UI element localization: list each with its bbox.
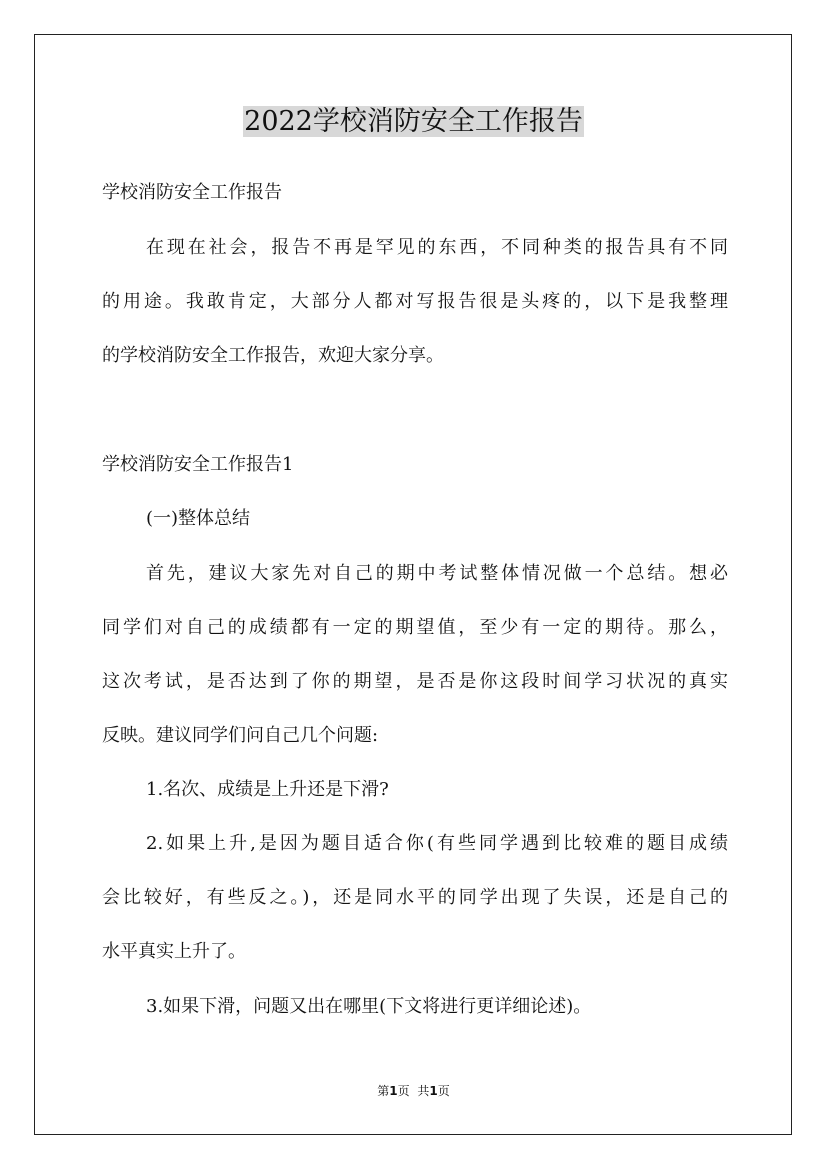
total-pages: 1 <box>429 1084 438 1098</box>
subsection-heading: (一)整体总结 <box>146 508 251 529</box>
document-title <box>0 102 827 142</box>
page-number: 1 <box>389 1084 398 1098</box>
intro-paragraph-line-2: 的用途。我敢肯定，大部分人都对写报告很是头疼的，以下是我整理 <box>102 291 728 312</box>
question-item-1: 1.名次、成绩是上升还是下滑? <box>146 779 389 800</box>
section-heading: 学校消防安全工作报告1 <box>102 454 294 475</box>
summary-paragraph-line-4: 反映。建议同学们问自己几个问题: <box>102 725 379 746</box>
document-title-text: 2022学校消防安全工作报告 <box>244 106 583 137</box>
question-item-2-line-1: 2.如果上升,是因为题目适合你(有些同学遇到比较难的题目成绩 <box>146 833 728 854</box>
total-suffix: 页 <box>437 1084 450 1098</box>
summary-paragraph-line-1: 首先，建议大家先对自己的期中考试整体情况做一个总结。想必 <box>146 563 728 584</box>
intro-paragraph-line-3: 的学校消防安全工作报告，欢迎大家分享。 <box>102 345 444 366</box>
page-prefix: 第 <box>377 1084 390 1098</box>
question-item-2-line-3: 水平真实上升了。 <box>102 941 246 962</box>
report-heading: 学校消防安全工作报告 <box>102 182 282 203</box>
intro-paragraph-line-1: 在现在社会，报告不再是罕见的东西，不同种类的报告具有不同 <box>146 237 728 258</box>
question-item-2-line-2: 会比较好，有些反之。)，还是同水平的同学出现了失误，还是自己的 <box>102 887 728 908</box>
page-suffix: 页 <box>397 1084 410 1098</box>
page-footer <box>0 1083 827 1099</box>
summary-paragraph-line-3: 这次考试，是否达到了你的期望，是否是你这段时间学习状况的真实 <box>102 671 728 692</box>
summary-paragraph-line-2: 同学们对自己的成绩都有一定的期望值，至少有一定的期待。那么， <box>102 617 728 638</box>
question-item-3: 3.如果下滑，问题又出在哪里(下文将进行更详细论述)。 <box>146 996 592 1017</box>
total-prefix: 共 <box>417 1084 430 1098</box>
